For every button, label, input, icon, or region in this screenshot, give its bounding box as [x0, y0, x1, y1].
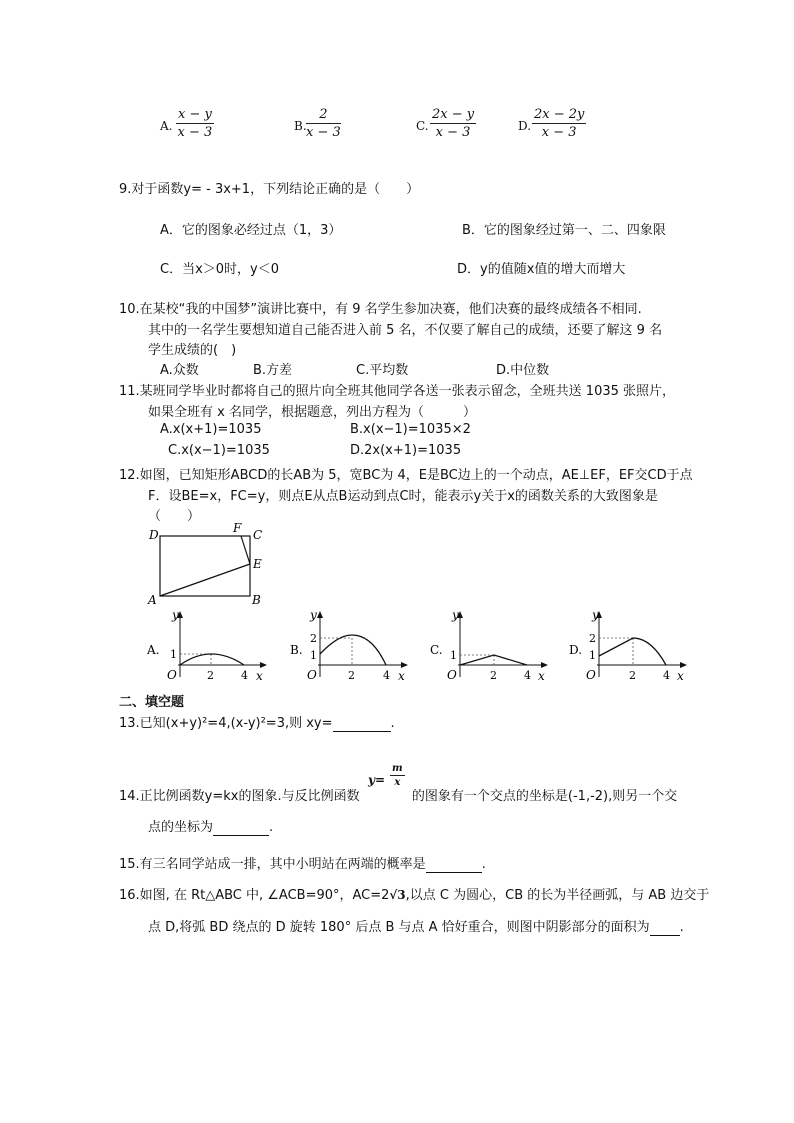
q8-option-d-numerator: 2x − 2y	[534, 107, 585, 122]
graph-c-tick-x-2: 2	[490, 669, 497, 682]
graph-a-tick-x-4: 4	[241, 669, 248, 682]
q10-option-b: B.方差	[253, 363, 293, 378]
q8-option-b-letter: B.	[294, 119, 307, 133]
graph-c-y-label: y	[452, 608, 459, 622]
q8-option-d-letter: D.	[518, 119, 532, 133]
label-b: B	[252, 593, 261, 607]
q13-line	[119, 712, 395, 732]
q13-answer-blank	[333, 716, 391, 732]
q14-fraction	[390, 763, 405, 788]
graph-a	[145, 607, 270, 687]
graph-c-tick-x-4: 4	[524, 669, 531, 682]
q14-pre: 14.正比例函数y=kx的图象.与反比例函数	[119, 789, 360, 804]
graph-d-curve	[599, 638, 666, 665]
q8-option-b-numerator: 2	[306, 107, 341, 124]
q16-answer-blank	[650, 920, 680, 936]
q8-option-d-denominator: x − 3	[541, 125, 577, 140]
q10-line-1: 10.在某校“我的中国梦”演讲比赛中，有 9 名学生参加决赛，他们决赛的最终成绩各不相同.	[119, 302, 642, 317]
q16-sqrt: √3	[389, 888, 406, 902]
graph-b-tick-x-4: 4	[383, 669, 390, 682]
q13-period: .	[390, 716, 395, 731]
graph-a-x-label: x	[256, 669, 263, 683]
graph-a-y-label: y	[172, 608, 179, 622]
q16-line-2-text: 点 D,将弧 BD 绕点的 D 旋转 180° 后点 B 与点 A 恰好重合，则图中阴影部分的面积为	[148, 920, 650, 935]
q8-option-b-fraction	[306, 107, 341, 140]
q9-option-b: B．它的图象经过第一、二、四象限	[462, 223, 666, 238]
q15-period: .	[481, 857, 486, 872]
q14-answer-blank	[213, 820, 269, 836]
section-heading: 二、填空题	[119, 695, 185, 710]
q10-line-3: 学生成绩的( )	[148, 343, 237, 358]
graph-d-tick-y-2: 2	[589, 632, 596, 645]
q14-fraction-lhs: y=	[368, 773, 386, 787]
q10-option-c: C.平均数	[356, 363, 409, 378]
graph-d-x-label: x	[677, 669, 684, 683]
q8-option-a-numerator: x − y	[178, 107, 212, 122]
q8-option-c-letter: C.	[416, 119, 429, 133]
q11-option-c: C.x(x−1)=1035	[168, 443, 270, 458]
q12-line-2: F．设BE=x，FC=y，则点E从点B运动到点C时，能表示y关于x的函数关系的大致图象是	[148, 489, 658, 504]
graph-d-tick-y-1: 1	[589, 649, 596, 662]
label-e: E	[253, 557, 262, 571]
graph-b-y-label: y	[310, 608, 317, 622]
graph-b	[288, 607, 413, 687]
graph-a-curve	[180, 654, 244, 665]
q8-option-c-numerator: 2x − y	[432, 107, 475, 122]
q8-option-c-denominator: x − 3	[435, 125, 471, 140]
q9-option-d: D．y的值随x值的增大而增大	[457, 262, 626, 277]
segment-ef	[241, 536, 250, 564]
graph-c-tick-y-1: 1	[450, 649, 457, 662]
q8-option-a-letter: A.	[160, 119, 173, 133]
q10-option-d: D.中位数	[496, 363, 550, 378]
rectangle-figure	[140, 520, 275, 610]
label-d: D	[149, 528, 159, 542]
graph-b-origin: O	[307, 668, 317, 682]
q11-option-a: A.x(x+1)=1035	[160, 422, 262, 437]
graph-d-origin: O	[586, 668, 596, 682]
q16-post: ,以点 C 为圆心，CB 的长为半径画弧，与 AB 边交于	[405, 888, 710, 903]
q16-pre: 16.如图, 在 Rt△ABC 中, ∠ACB=90°，AC=2	[119, 888, 390, 903]
q13-text: 13.已知(x+y)²=4,(x-y)²=3,则 xy=	[119, 716, 333, 731]
graph-a-tick-x-2: 2	[207, 669, 214, 682]
graph-c-x-label: x	[538, 669, 545, 683]
q14-fraction-numerator: m	[392, 763, 403, 774]
q16-line-2	[148, 916, 684, 936]
q8-option-a-denominator: x − 3	[177, 125, 213, 140]
graph-c	[428, 607, 553, 687]
q11-option-d: D.2x(x+1)=1035	[350, 443, 462, 458]
graph-d-letter: D.	[569, 643, 583, 657]
graph-d-y-label: y	[592, 608, 599, 622]
q10-option-a: A.众数	[160, 363, 199, 378]
graph-c-curve	[460, 655, 527, 665]
q14-period: .	[269, 820, 274, 835]
graph-d-tick-x-4: 4	[663, 669, 670, 682]
graph-b-tick-y-2: 2	[310, 632, 317, 645]
q14-post: 的图象有一个交点的坐标是(-1,-2),则另一个交	[411, 789, 678, 804]
graph-d-tick-x-2: 2	[629, 669, 636, 682]
q14-line-2-text: 点的坐标为	[148, 820, 214, 835]
q12-line-1: 12.如图，已知矩形ABCD的长AB为 5，宽BC为 4，E是BC边上的一个动点，AE⊥EF，EF交CD于点	[119, 468, 693, 483]
q9-option-c: C．当x＞0时，y＜0	[160, 262, 280, 277]
segment-ae	[160, 564, 250, 596]
q11-line-2: 如果全班有 x 名同学，根据题意，列出方程为（ ）	[148, 405, 476, 420]
q11-line-1: 11.某班同学毕业时都将自己的照片向全班其他同学各送一张表示留念，全班共送 1035 张照片，	[119, 384, 676, 399]
q15-answer-blank	[426, 857, 482, 873]
q15-text: 15.有三名同学站成一排，其中小明站在两端的概率是	[119, 857, 426, 872]
graph-b-tick-y-1: 1	[310, 649, 317, 662]
graph-a-tick-y-1: 1	[170, 648, 177, 661]
q8-option-a-fraction	[176, 107, 214, 140]
label-f: F	[233, 521, 242, 535]
q8-option-d-fraction	[532, 107, 586, 140]
q9-option-a: A．它的图象必经过点（1，3）	[160, 223, 342, 238]
graph-b-curve	[320, 635, 386, 665]
q16-line-1	[119, 884, 709, 903]
q15-line	[119, 853, 486, 873]
label-c: C	[253, 528, 263, 542]
graph-c-letter: C.	[430, 643, 443, 657]
q12-line-3: （ ）	[148, 509, 201, 524]
graph-b-tick-x-2: 2	[348, 669, 355, 682]
graph-c-origin: O	[447, 668, 457, 682]
q10-line-2: 其中的一名学生要想知道自己能否进入前 5 名，不仅要了解自己的成绩，还要了解这 9 名	[148, 323, 663, 338]
rectangle-abcd	[160, 536, 250, 596]
q16-period: .	[679, 920, 684, 935]
q14-line-2	[148, 816, 273, 836]
graph-b-x-label: x	[398, 669, 405, 683]
label-a: A	[148, 593, 157, 607]
graph-a-letter: A.	[147, 643, 160, 657]
q8-option-b-denominator: x − 3	[306, 125, 341, 140]
q8-option-c-fraction	[430, 107, 476, 140]
q11-option-b: B.x(x−1)=1035×2	[350, 422, 471, 437]
graph-a-origin: O	[167, 668, 177, 682]
graph-b-letter: B.	[290, 643, 303, 657]
q14-fraction-denominator: x	[394, 777, 401, 788]
q9-stem: 9.对于函数y= - 3x+1，下列结论正确的是（ ）	[119, 182, 420, 197]
graph-d	[567, 607, 692, 687]
